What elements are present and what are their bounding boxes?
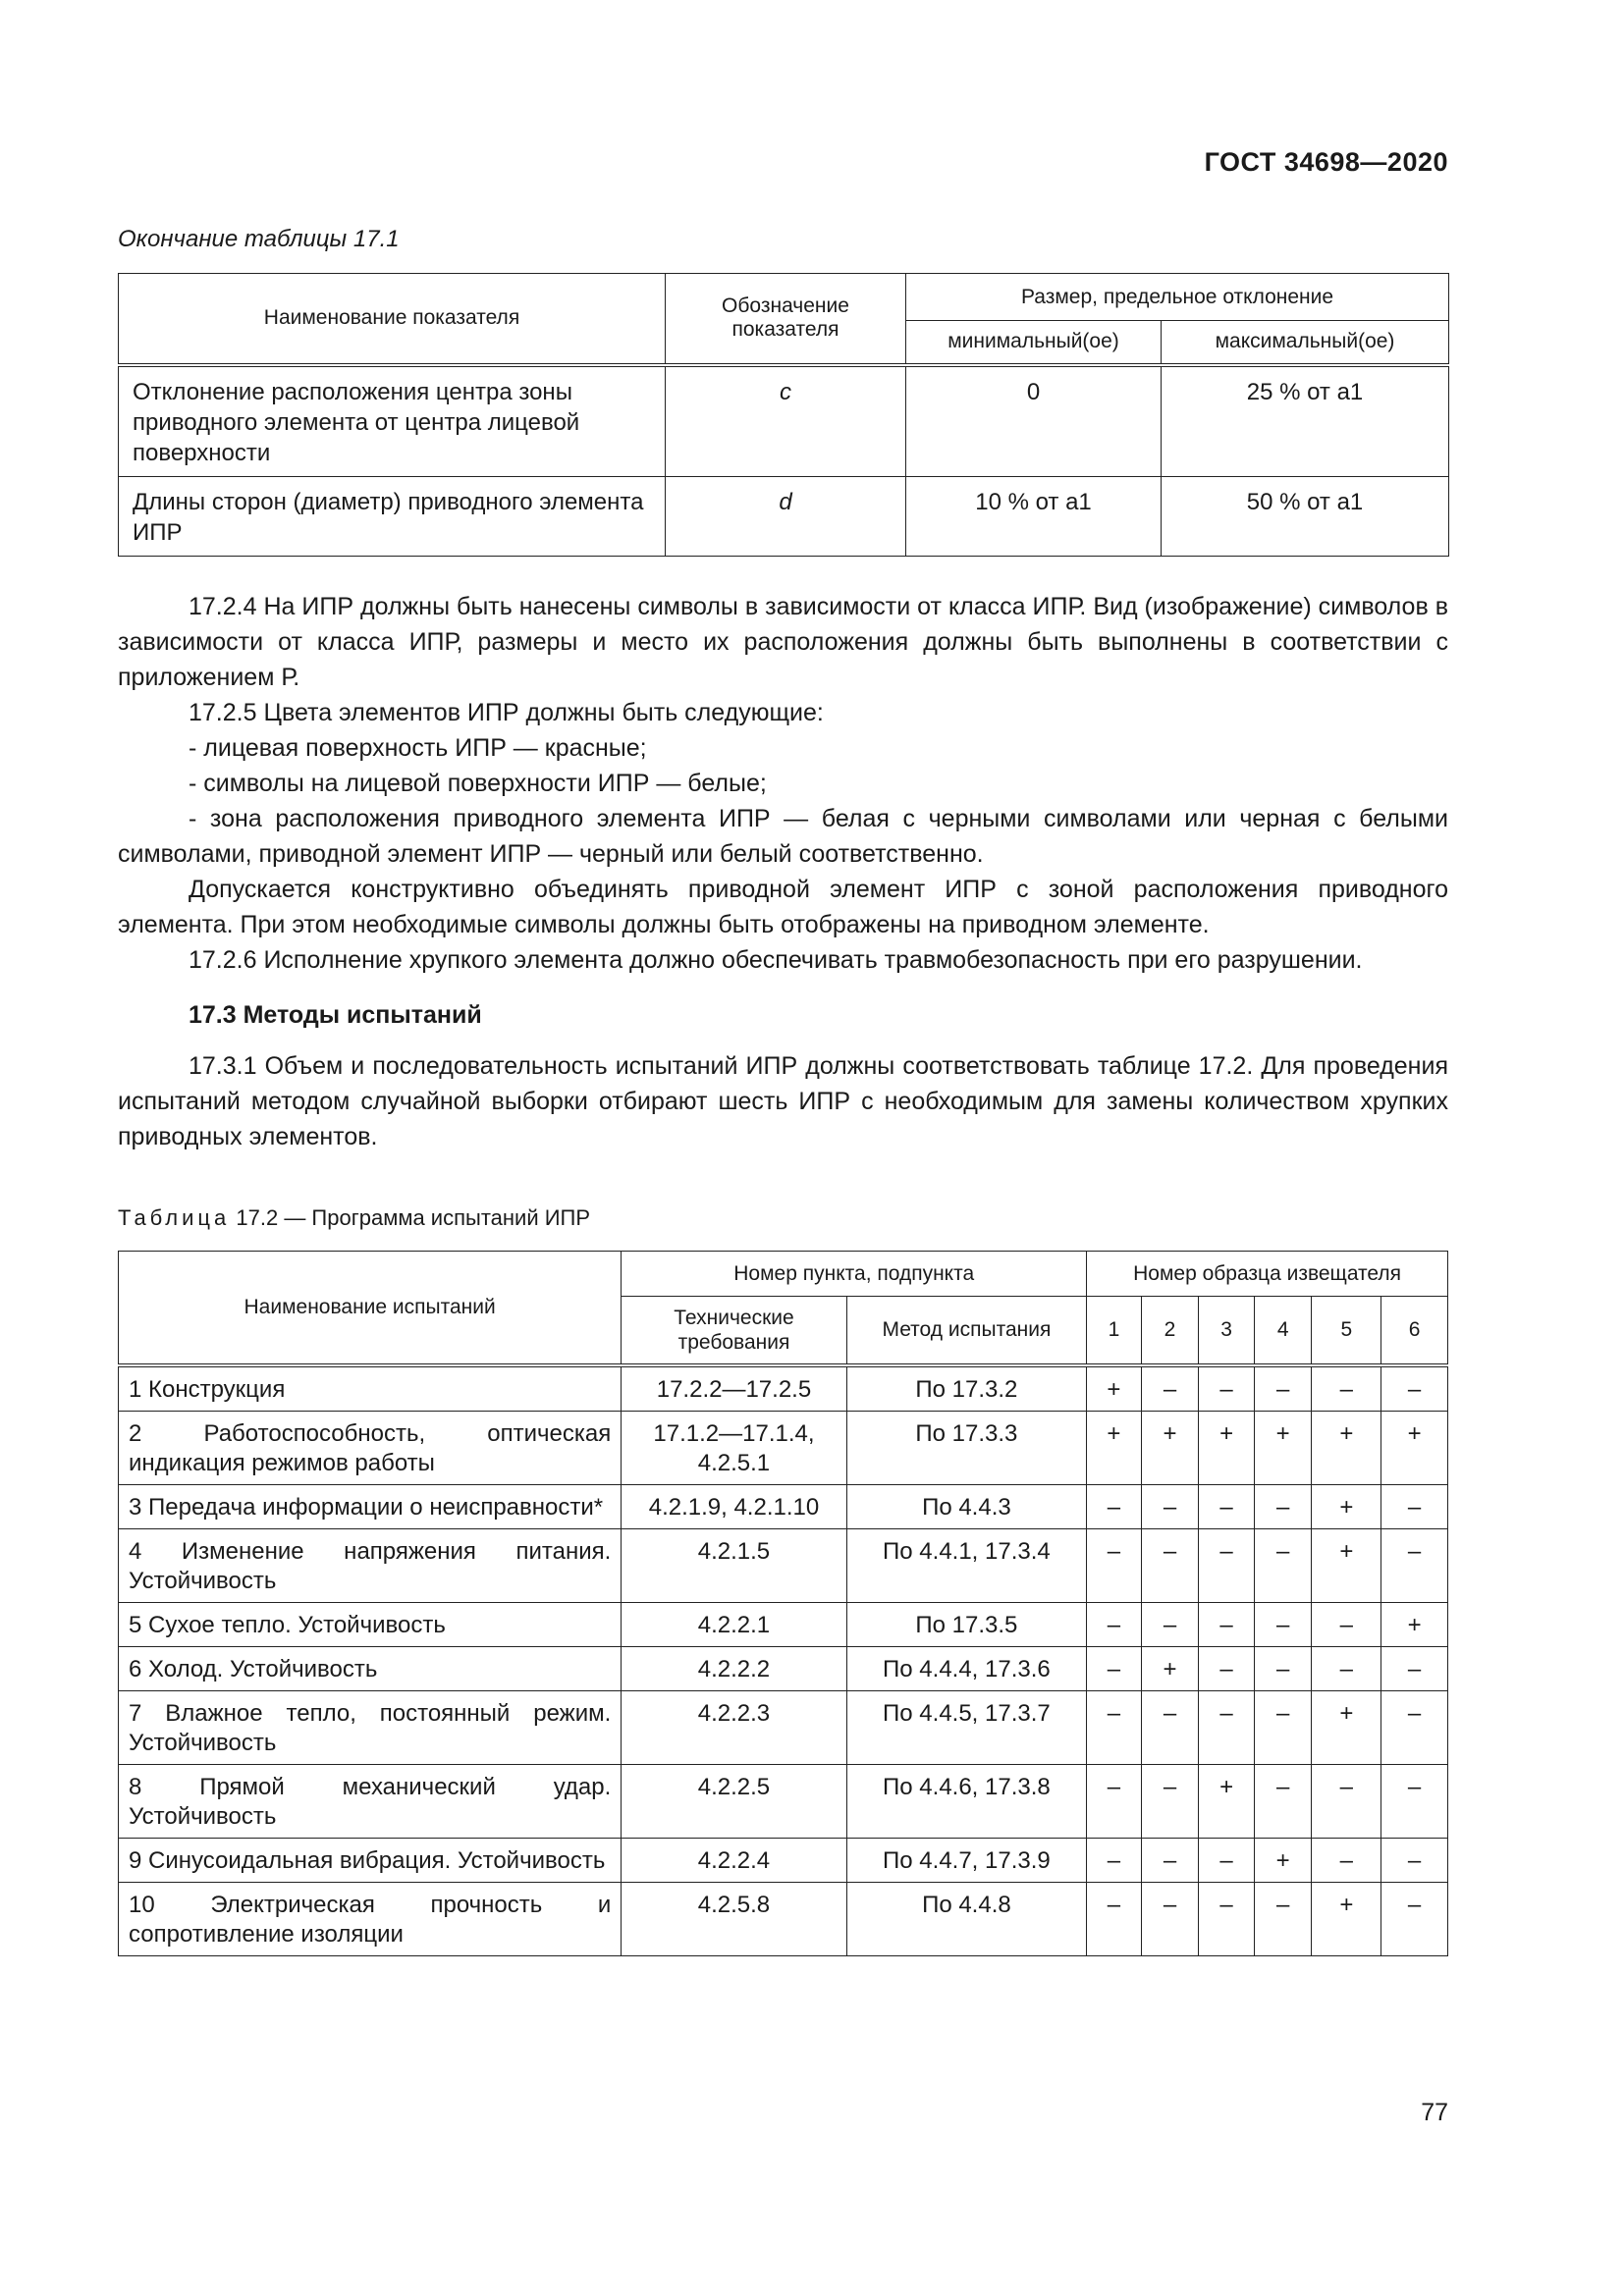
cell-sample-mark: – xyxy=(1254,1690,1312,1764)
header-test-name: Наименование испытаний xyxy=(119,1252,622,1365)
header-size-group: Размер, предельное отклонение xyxy=(906,274,1449,321)
body-text xyxy=(118,589,1448,1154)
cell-test-name: 5 Сухое тепло. Устойчивость xyxy=(119,1602,622,1646)
cell-sample-mark: – xyxy=(1381,1646,1448,1690)
cell-sample-mark: + xyxy=(1254,1838,1312,1882)
table-row xyxy=(119,1411,1448,1484)
cell-sample-mark: – xyxy=(1141,1838,1199,1882)
cell-tech-requirements: 17.1.2—17.1.4, 4.2.5.1 xyxy=(622,1411,846,1484)
cell-test-name: 4 Изменение напряжения питания. Устойчивость xyxy=(119,1528,622,1602)
cell-sample-mark: – xyxy=(1381,1528,1448,1602)
table-row xyxy=(119,1602,1448,1646)
document-header: ГОСТ 34698—2020 xyxy=(1204,147,1448,177)
cell-sample-mark: – xyxy=(1254,1602,1312,1646)
page-number: 77 xyxy=(1421,2099,1448,2126)
cell-sample-mark: – xyxy=(1312,1365,1381,1412)
table-row xyxy=(119,1838,1448,1882)
header-indicator-name: Наименование показателя xyxy=(119,274,666,365)
cell-test-method: По 4.4.4, 17.3.6 xyxy=(846,1646,1087,1690)
cell-sample-mark: + xyxy=(1087,1411,1142,1484)
cell-tech-requirements: 4.2.1.9, 4.2.1.10 xyxy=(622,1484,846,1528)
cell-sample-mark: – xyxy=(1381,1838,1448,1882)
header-indicator-symbol: Обозначение показателя xyxy=(666,274,906,365)
cell-max: 25 % от a1 xyxy=(1162,365,1449,477)
cell-sample-mark: – xyxy=(1254,1764,1312,1838)
table-row xyxy=(119,1764,1448,1838)
cell-test-name: 2 Работоспособность, оптическая индикация режимов работы xyxy=(119,1411,622,1484)
paragraph: 17.3.1 Объем и последовательность испытаний ИПР должны соответствовать таблице 17.2. Для проведения испытаний методом случайной выборки отбирают шесть ИПР с необходимым для замены количеством хрупких приводных элементов. xyxy=(118,1052,1448,1150)
cell-sample-mark: – xyxy=(1254,1365,1312,1412)
cell-sample-mark: – xyxy=(1087,1528,1142,1602)
cell-sample-mark: – xyxy=(1199,1602,1255,1646)
cell-sample-mark: + xyxy=(1087,1365,1142,1412)
cell-sample-mark: – xyxy=(1381,1365,1448,1412)
header-tech-requirements: Технические требования xyxy=(622,1297,846,1365)
caption-word: Таблица xyxy=(118,1205,231,1230)
header-sample-number: 6 xyxy=(1381,1297,1448,1365)
cell-test-name: 1 Конструкция xyxy=(119,1365,622,1412)
header-clause-group: Номер пункта, подпункта xyxy=(622,1252,1087,1297)
cell-tech-requirements: 4.2.2.4 xyxy=(622,1838,846,1882)
cell-sample-mark: – xyxy=(1087,1882,1142,1955)
cell-sample-mark: + xyxy=(1254,1411,1312,1484)
cell-tech-requirements: 4.2.2.3 xyxy=(622,1690,846,1764)
table-17-1-caption: Окончание таблицы 17.1 xyxy=(118,226,400,252)
header-max: максимальный(ое) xyxy=(1162,321,1449,365)
cell-symbol: d xyxy=(666,476,906,556)
cell-test-name: 8 Прямой механический удар. Устойчивость xyxy=(119,1764,622,1838)
cell-sample-mark: – xyxy=(1381,1764,1448,1838)
table-row xyxy=(119,1484,1448,1528)
cell-sample-mark: – xyxy=(1087,1646,1142,1690)
cell-test-method: По 17.3.5 xyxy=(846,1602,1087,1646)
cell-sample-mark: – xyxy=(1381,1690,1448,1764)
cell-sample-mark: + xyxy=(1381,1602,1448,1646)
header-sample-number: 2 xyxy=(1141,1297,1199,1365)
cell-sample-mark: – xyxy=(1312,1764,1381,1838)
header-sample-number: 4 xyxy=(1254,1297,1312,1365)
table-17-1 xyxy=(118,273,1449,557)
cell-max: 50 % от a1 xyxy=(1162,476,1449,556)
cell-test-method: По 4.4.3 xyxy=(846,1484,1087,1528)
cell-sample-mark: – xyxy=(1312,1602,1381,1646)
cell-test-name: 10 Электрическая прочность и сопротивление изоляции xyxy=(119,1882,622,1955)
table-row xyxy=(119,1528,1448,1602)
header-sample-number: 3 xyxy=(1199,1297,1255,1365)
cell-symbol: c xyxy=(666,365,906,477)
cell-test-method: По 4.4.1, 17.3.4 xyxy=(846,1528,1087,1602)
table-row xyxy=(119,1646,1448,1690)
header-sample-number: 1 xyxy=(1087,1297,1142,1365)
cell-sample-mark: – xyxy=(1254,1484,1312,1528)
list-item: - символы на лицевой поверхности ИПР — белые; xyxy=(189,770,767,797)
cell-sample-mark: + xyxy=(1312,1411,1381,1484)
cell-name: Отклонение расположения центра зоны приводного элемента от центра лицевой поверхности xyxy=(119,365,666,477)
cell-tech-requirements: 17.2.2—17.2.5 xyxy=(622,1365,846,1412)
section-heading: 17.3 Методы испытаний xyxy=(189,1001,482,1029)
paragraph: 17.2.5 Цвета элементов ИПР должны быть следующие: xyxy=(189,699,824,726)
cell-sample-mark: + xyxy=(1312,1882,1381,1955)
cell-min: 10 % от a1 xyxy=(906,476,1162,556)
cell-sample-mark: + xyxy=(1312,1528,1381,1602)
cell-tech-requirements: 4.2.2.1 xyxy=(622,1602,846,1646)
cell-sample-mark: – xyxy=(1141,1764,1199,1838)
cell-sample-mark: – xyxy=(1254,1882,1312,1955)
cell-tech-requirements: 4.2.5.8 xyxy=(622,1882,846,1955)
list-item: - зона расположения приводного элемента ИПР — белая с черными символами или черная с белыми символами, приводной элемент ИПР — черный или белый соответственно. xyxy=(118,805,1448,868)
cell-sample-mark: – xyxy=(1199,1882,1255,1955)
cell-sample-mark: – xyxy=(1254,1528,1312,1602)
cell-sample-mark: – xyxy=(1381,1484,1448,1528)
cell-sample-mark: – xyxy=(1087,1690,1142,1764)
paragraph: Допускается конструктивно объединять приводной элемент ИПР с зоной расположения приводного элемента. При этом необходимые символы должны быть отображены на приводном элементе. xyxy=(118,876,1448,938)
cell-test-method: По 17.3.2 xyxy=(846,1365,1087,1412)
cell-sample-mark: – xyxy=(1087,1602,1142,1646)
cell-sample-mark: – xyxy=(1141,1882,1199,1955)
cell-test-name: 9 Синусоидальная вибрация. Устойчивость xyxy=(119,1838,622,1882)
cell-sample-mark: + xyxy=(1199,1411,1255,1484)
table-row xyxy=(119,476,1449,556)
cell-test-name: 7 Влажное тепло, постоянный режим. Устойчивость xyxy=(119,1690,622,1764)
cell-sample-mark: – xyxy=(1087,1764,1142,1838)
cell-sample-mark: + xyxy=(1381,1411,1448,1484)
cell-sample-mark: – xyxy=(1254,1646,1312,1690)
cell-sample-mark: – xyxy=(1141,1602,1199,1646)
caption-text: 17.2 — Программа испытаний ИПР xyxy=(236,1205,591,1230)
cell-test-method: По 4.4.7, 17.3.9 xyxy=(846,1838,1087,1882)
cell-sample-mark: – xyxy=(1199,1646,1255,1690)
cell-sample-mark: + xyxy=(1312,1690,1381,1764)
table-row xyxy=(119,1690,1448,1764)
table-row xyxy=(119,1882,1448,1955)
paragraph: 17.2.6 Исполнение хрупкого элемента должно обеспечивать травмобезопасность при его разрушении. xyxy=(189,946,1363,974)
cell-sample-mark: – xyxy=(1312,1838,1381,1882)
table-17-2-caption xyxy=(118,1205,590,1231)
cell-sample-mark: – xyxy=(1199,1528,1255,1602)
cell-test-method: По 4.4.6, 17.3.8 xyxy=(846,1764,1087,1838)
header-sample-group: Номер образца извещателя xyxy=(1087,1252,1448,1297)
cell-test-method: По 4.4.8 xyxy=(846,1882,1087,1955)
cell-sample-mark: – xyxy=(1199,1484,1255,1528)
cell-sample-mark: – xyxy=(1087,1484,1142,1528)
cell-sample-mark: – xyxy=(1312,1646,1381,1690)
cell-sample-mark: + xyxy=(1141,1646,1199,1690)
cell-sample-mark: + xyxy=(1141,1411,1199,1484)
cell-test-method: По 17.3.3 xyxy=(846,1411,1087,1484)
cell-tech-requirements: 4.2.1.5 xyxy=(622,1528,846,1602)
header-sample-number: 5 xyxy=(1312,1297,1381,1365)
cell-sample-mark: + xyxy=(1199,1764,1255,1838)
cell-sample-mark: – xyxy=(1381,1882,1448,1955)
cell-sample-mark: – xyxy=(1141,1484,1199,1528)
cell-test-name: 6 Холод. Устойчивость xyxy=(119,1646,622,1690)
table-row xyxy=(119,1365,1448,1412)
cell-sample-mark: – xyxy=(1087,1838,1142,1882)
cell-sample-mark: – xyxy=(1199,1690,1255,1764)
cell-sample-mark: – xyxy=(1199,1365,1255,1412)
list-item: - лицевая поверхность ИПР — красные; xyxy=(189,734,647,762)
cell-tech-requirements: 4.2.2.2 xyxy=(622,1646,846,1690)
cell-min: 0 xyxy=(906,365,1162,477)
header-min: минимальный(ое) xyxy=(906,321,1162,365)
cell-test-method: По 4.4.5, 17.3.7 xyxy=(846,1690,1087,1764)
cell-sample-mark: – xyxy=(1141,1528,1199,1602)
cell-sample-mark: – xyxy=(1199,1838,1255,1882)
cell-name: Длины сторон (диаметр) приводного элемента ИПР xyxy=(119,476,666,556)
header-test-method: Метод испытания xyxy=(846,1297,1087,1365)
cell-sample-mark: – xyxy=(1141,1690,1199,1764)
cell-test-name: 3 Передача информации о неисправности* xyxy=(119,1484,622,1528)
cell-sample-mark: – xyxy=(1141,1365,1199,1412)
cell-tech-requirements: 4.2.2.5 xyxy=(622,1764,846,1838)
paragraph: 17.2.4 На ИПР должны быть нанесены символы в зависимости от класса ИПР. Вид (изображение) символов в зависимости от класса ИПР, размеры и место их расположения должны быть выполнены в соответствии с приложением Р. xyxy=(118,593,1448,691)
table-row xyxy=(119,365,1449,477)
cell-sample-mark: + xyxy=(1312,1484,1381,1528)
table-17-2 xyxy=(118,1251,1448,1956)
